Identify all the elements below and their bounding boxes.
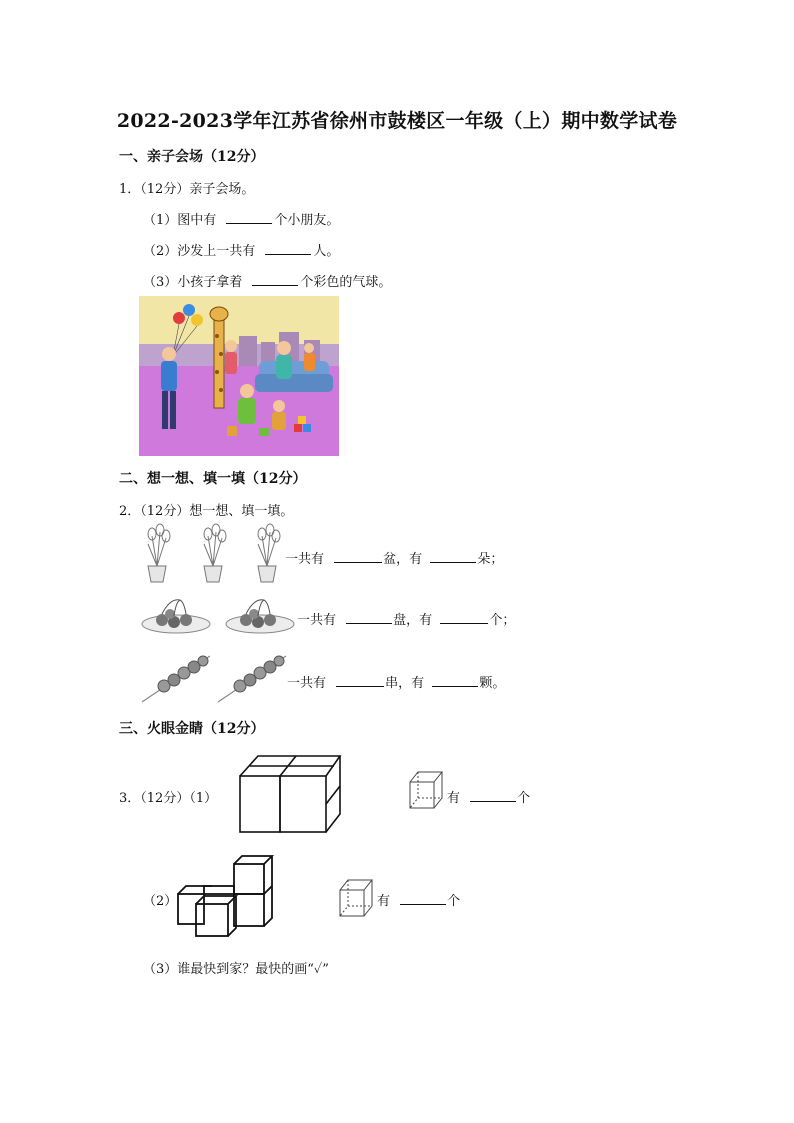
q3-p2-blank[interactable] bbox=[400, 892, 446, 905]
q1-p1-suffix: 个小朋友。 bbox=[274, 213, 340, 228]
q1-p1-prefix: （1）图中有 bbox=[143, 213, 217, 228]
cherry-plates-image bbox=[140, 596, 296, 636]
question-1-part-3 bbox=[143, 271, 391, 290]
cube-stack-icon bbox=[174, 852, 278, 938]
section-2-heading: 二、想一想、填一填（12分） bbox=[119, 471, 307, 487]
q2-row2-text-b: 盘，有 bbox=[393, 613, 433, 628]
q1-p3-blank[interactable] bbox=[252, 273, 298, 286]
q2-row1-blank-2[interactable] bbox=[430, 550, 476, 563]
question-2-row-2 bbox=[297, 609, 515, 628]
family-scene-image bbox=[139, 296, 339, 456]
question-3-part-1 bbox=[447, 787, 530, 806]
q2-row1-text-c: 朵； bbox=[477, 552, 504, 567]
q1-p3-suffix: 个彩色的气球。 bbox=[300, 275, 392, 290]
page-title: 2022-2023学年江苏省徐州市鼓楼区一年级（上）期中数学试卷 bbox=[116, 110, 678, 132]
candied-haws-image bbox=[140, 650, 290, 706]
q2-row3-text-b: 串，有 bbox=[385, 676, 425, 691]
q2-row1-text-b: 盆，有 bbox=[383, 552, 423, 567]
q2-row2-blank-1[interactable] bbox=[346, 611, 392, 624]
question-1-part-2 bbox=[143, 240, 339, 259]
flower-pot-icon bbox=[204, 524, 226, 582]
question-2-row-3 bbox=[287, 672, 505, 691]
cherry-plate-icon bbox=[142, 600, 210, 633]
cherry-plate-icon bbox=[226, 600, 294, 633]
section-1-heading: 一、亲子会场（12分） bbox=[119, 149, 265, 165]
flower-pots-image bbox=[140, 524, 284, 584]
candied-haw-icon bbox=[142, 656, 210, 702]
candied-haw-icon bbox=[218, 656, 286, 702]
q1-p1-blank[interactable] bbox=[226, 211, 272, 224]
q1-p2-suffix: 人。 bbox=[313, 244, 340, 259]
q3-p2-text-b: 个 bbox=[447, 894, 461, 909]
q2-row1-blank-1[interactable] bbox=[334, 550, 382, 563]
q2-row3-blank-1[interactable] bbox=[336, 674, 384, 687]
question-1-stem: 1．（12分）亲子会场。 bbox=[119, 182, 255, 197]
question-2-row-1 bbox=[285, 548, 503, 567]
q2-row3-text-c: 颗。 bbox=[479, 676, 506, 691]
q2-row3-text-a: 一共有 bbox=[287, 676, 327, 691]
flower-pot-icon bbox=[258, 524, 280, 582]
section-3-heading: 三、火眼金睛（12分） bbox=[119, 721, 265, 737]
cube-icon bbox=[408, 770, 444, 810]
q3-p1-blank[interactable] bbox=[470, 789, 516, 802]
flower-pot-icon bbox=[148, 524, 170, 582]
q2-row3-blank-2[interactable] bbox=[432, 674, 478, 687]
cube-icon bbox=[338, 878, 374, 918]
question-2-stem: 2．（12分）想一想、填一填。 bbox=[119, 504, 294, 519]
question-3-part-2-label: （2） bbox=[143, 894, 178, 909]
q1-p3-prefix: （3）小孩子拿着 bbox=[143, 275, 243, 290]
q3-p2-text-a: 有 bbox=[377, 894, 391, 909]
q2-row2-text-a: 一共有 bbox=[297, 613, 337, 628]
q3-p1-text-a: 有 bbox=[447, 791, 461, 806]
question-3-part-2 bbox=[377, 890, 460, 909]
question-3-part-3: （3）谁最快到家？最快的画“✓” bbox=[143, 962, 329, 977]
cube-block-image bbox=[236, 752, 346, 836]
q1-p2-prefix: （2）沙发上一共有 bbox=[143, 244, 256, 259]
q2-row2-blank-2[interactable] bbox=[440, 611, 488, 624]
question-3-stem: 3．（12分）（1） bbox=[119, 791, 218, 806]
q1-p2-blank[interactable] bbox=[265, 242, 311, 255]
q2-row1-text-a: 一共有 bbox=[285, 552, 325, 567]
q2-row2-text-c: 个； bbox=[489, 613, 516, 628]
q3-p1-text-b: 个 bbox=[517, 791, 531, 806]
question-1-part-1 bbox=[143, 209, 339, 228]
